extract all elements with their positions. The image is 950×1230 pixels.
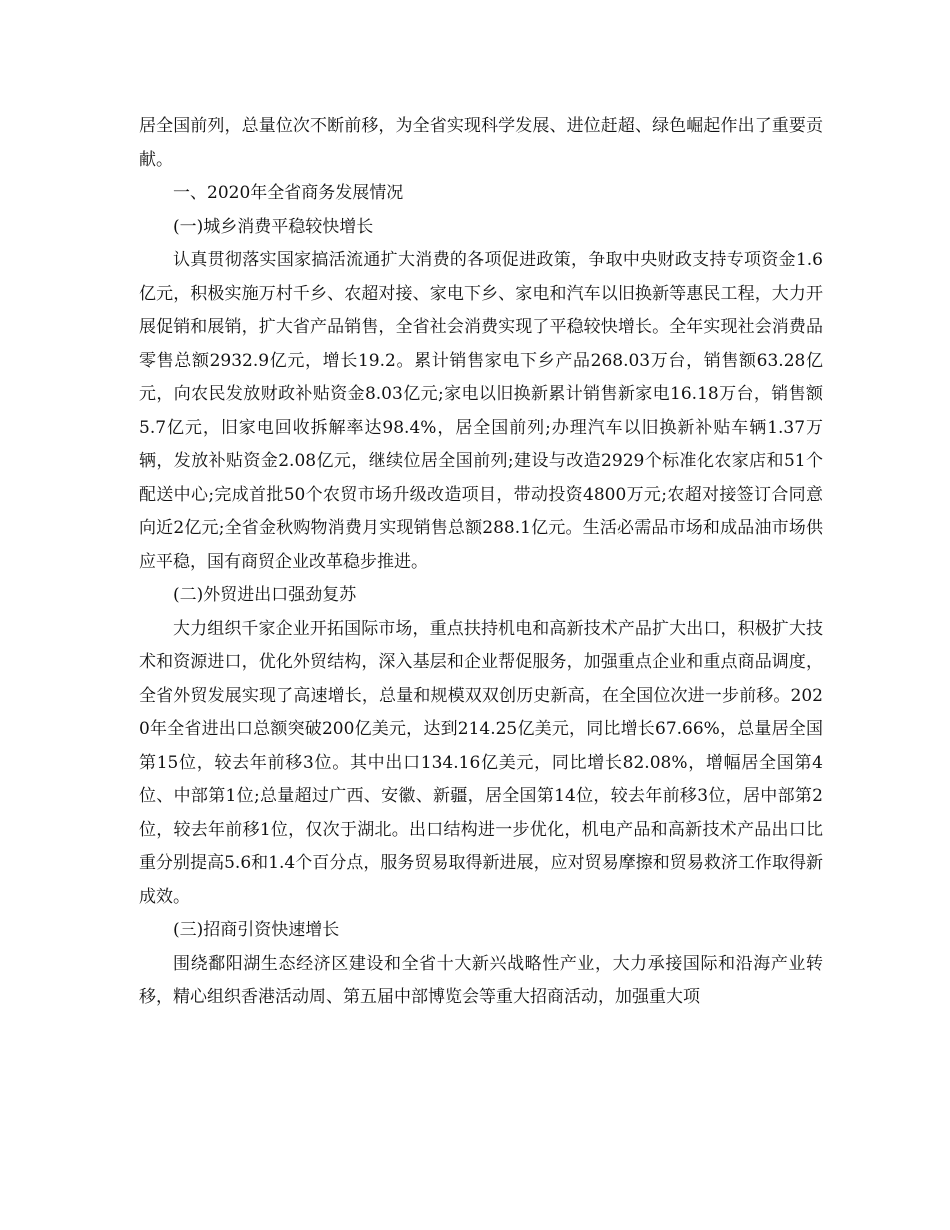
paragraph-intro-tail: 居全国前列，总量位次不断前移，为全省实现科学发展、进位赶超、绿色崛起作出了重要贡献。 [139, 116, 823, 170]
paragraph-trade: 大力组织千家企业开拓国际市场，重点扶持机电和高新技术产品扩大出口，积极扩大技术和资源进口，优化外贸结构，深入基层和企业帮促服务，加强重点企业和重点商品调度，全省外贸发展实现了高速增长，总量和规模双双创历史新高，在全国位次进一步前移。2020年全省进出口总额突破200亿美元，达到214.25亿美元，同比增长67.66%，总量居全国第15位，较去年前移3位。其中出口134.16亿美元，同比增长82.08%，增幅居全国第4位、中部第1位;总量超过广西、安徽、新疆，居全国第14位，较去年前移3位，居中部第2位，较去年前移1位，仅次于湖北。出口结构进一步优化，机电产品和高新技术产品出口比重分别提高5.6和1.4个百分点，服务贸易取得新进展，应对贸易摩擦和贸易救济工作取得新成效。 [139, 618, 823, 907]
subsection-heading-2: (二)外贸进出口强劲复苏 [173, 585, 357, 605]
document-body [139, 110, 823, 1015]
paragraph-consumption: 认真贯彻落实国家搞活流通扩大消费的各项促进政策，争取中央财政支持专项资金1.6亿元，积极实施万村千乡、农超对接、家电下乡、家电和汽车以旧换新等惠民工程，大力开展促销和展销，扩大省产品销售，全省社会消费实现了平稳较快增长。全年实现社会消费品零售总额2932.9亿元，增长19.2。累计销售家电下乡产品268.03万台，销售额63.28亿元，向农民发放财政补贴资金8.03亿元;家电以旧换新累计销售新家电16.18万台，销售额5.7亿元，旧家电回收拆解率达98.4%，居全国前列;办理汽车以旧换新补贴车辆1.37万辆，发放补贴资金2.08亿元，继续位居全国前列;建设与改造2929个标准化农家店和51个配送中心;完成首批50个农贸市场升级改造项目，带动投资4800万元;农超对接签订合同意向近2亿元;全省金秋购物消费月实现销售总额288.1亿元。生活必需品市场和成品油市场供应平稳，国有商贸企业改革稳步推进。 [139, 250, 823, 572]
paragraph-investment: 围绕鄱阳湖生态经济区建设和全省十大新兴战略性产业，大力承接国际和沿海产业转移，精心组织香港活动周、第五届中部博览会等重大招商活动，加强重大项 [139, 953, 823, 1007]
subsection-heading-1: (一)城乡消费平稳较快增长 [173, 216, 374, 237]
subsection-heading-3: (三)招商引资快速增长 [173, 920, 340, 940]
section-heading-1: 一、2020年全省商务发展情况 [173, 183, 404, 203]
